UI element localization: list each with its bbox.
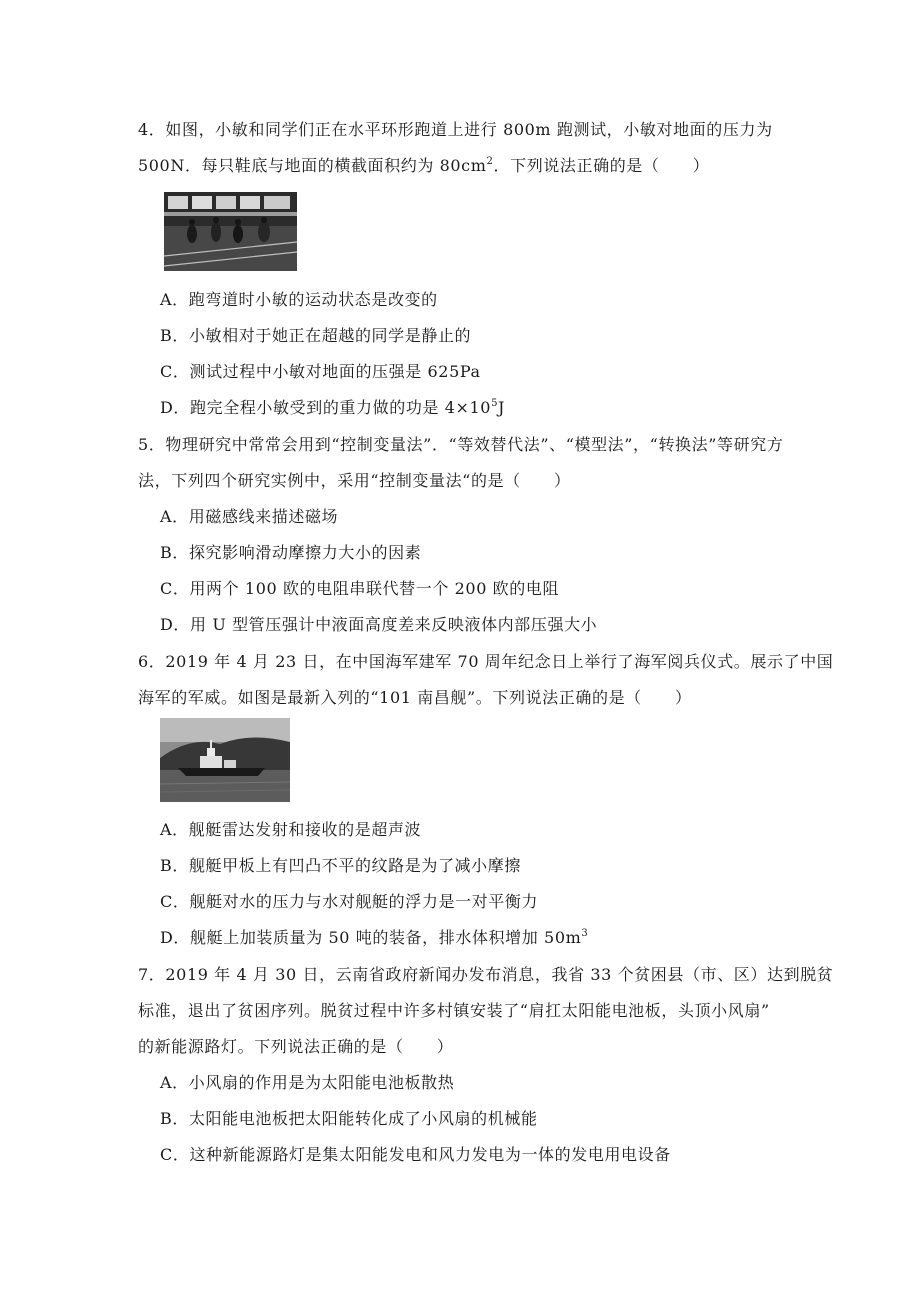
question-5-option-c: C．用两个 100 欧的电阻串联代替一个 200 欧的电阻 [160,579,560,598]
question-6-option-b: B．舰艇甲板上有凹凸不平的纹路是为了减小摩擦 [160,856,521,875]
question-7-option-c: C．这种新能源路灯是集太阳能发电和风力发电为一体的发电用电设备 [160,1145,671,1164]
question-5-option-a: A．用磁感线来描述磁场 [160,507,339,526]
question-7-line-2: 标准，退出了贫困序列。脱贫过程中许多村镇安装了“肩扛太阳能电池板，头顶小风扇” [138,1001,770,1020]
track-running-photo [164,192,297,271]
superscript: 3 [581,927,589,939]
question-5-line-1: 5．物理研究中常常会用到“控制变量法”．“等效替代法”、“模型法”，“转换法”等研究方 [138,435,784,454]
question-4-option-b: B．小敏相对于她正在超越的同学是静止的 [160,326,472,345]
superscript: 2 [486,155,494,167]
question-6-option-a: A．舰艇雷达发射和接收的是超声波 [160,820,422,839]
question-6-line-2: 海军的军威。如图是最新入列的“101 南昌舰”。下列说法正确的是（ ） [138,688,692,707]
question-4-option-a: A．跑弯道时小敏的运动状态是改变的 [160,290,438,309]
question-4-option-d: D．跑完全程小敏受到的重力做的功是 $4\times 10^5J$ [160,397,506,417]
question-4-option-c: C．测试过程中小敏对地面的压强是 625Pa [160,362,481,381]
warship-photo [160,718,290,802]
question-6-line-1: 6．2019 年 4 月 23 日，在中国海军建军 70 周年纪念日上举行了海军阅兵仪式。展示了中国 [138,652,834,671]
question-6-option-c: C．舰艇对水的压力与水对舰艇的浮力是一对平衡力 [160,892,539,911]
superscript: 5 [491,397,499,409]
question-5-option-b: B．探究影响滑动摩擦力大小的因素 [160,543,422,562]
question-7-option-a: A．小风扇的作用是为太阳能电池板散热 [160,1073,455,1092]
question-4-line-1: 4．如图，小敏和同学们正在水平环形跑道上进行 800m 跑测试，小敏对地面的压力为 [138,120,773,139]
question-4-line-2: 500N．每只鞋底与地面的横截面积约为 $80cm^2$．下列说法正确的是（ ） [138,155,710,175]
question-7-line-1: 7．2019 年 4 月 30 日，云南省政府新闻办发布消息，我省 33 个贫困县（市、区）达到脱贫 [138,965,834,984]
question-5-option-d: D．用 U 型管压强计中液面高度差来反映液体内部压强大小 [160,615,598,634]
question-7-line-3: 的新能源路灯。下列说法正确的是（ ） [138,1037,454,1056]
question-6-option-d: D．舰艇上加装质量为 50 吨的装备，排水体积增加 $50m^3$ [160,927,589,947]
question-5-line-2: 法，下列四个研究实例中，采用“控制变量法“的是（ ） [138,471,571,490]
question-7-option-b: B．太阳能电池板把太阳能转化成了小风扇的机械能 [160,1109,538,1128]
